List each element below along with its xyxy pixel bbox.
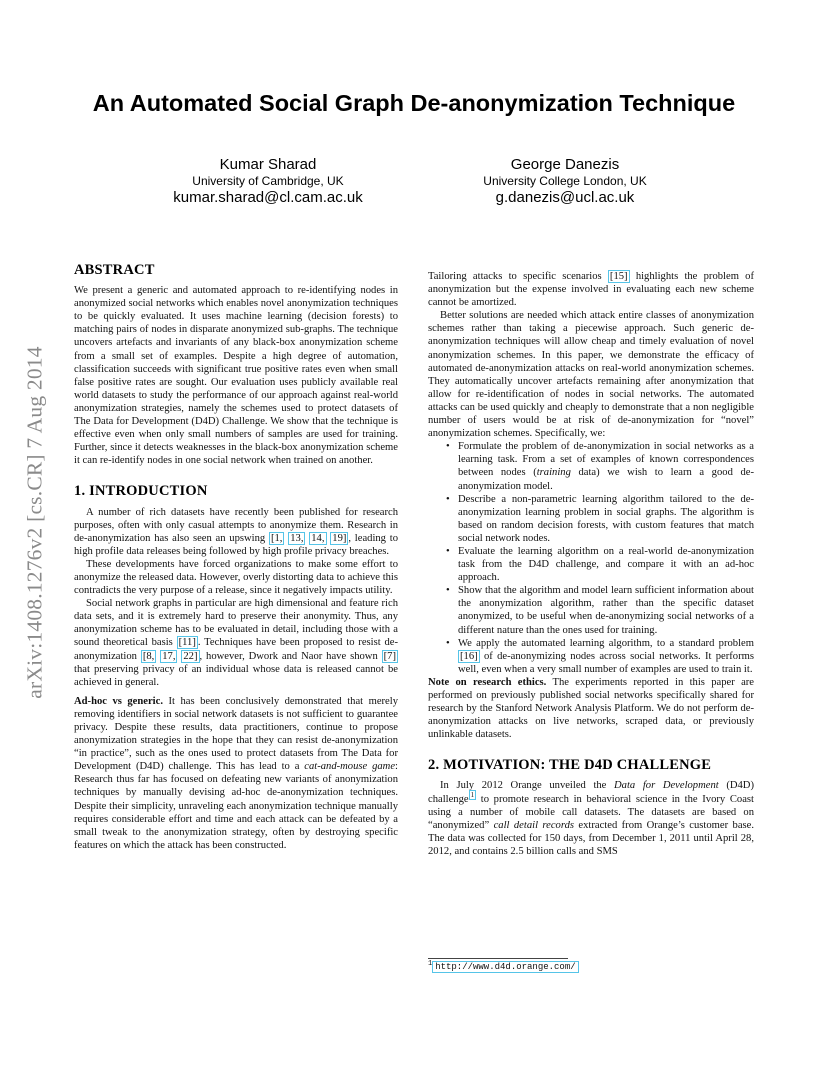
citation-link[interactable]: 22] — [183, 650, 198, 662]
list-item: • Describe a non-parametric learning algorithm tailored to the de-anonymization learning problem in social graphs. The algorithm is based on random decision forests, with custom features that match social network nodes. — [458, 493, 754, 545]
emphasis: call detail records — [493, 819, 575, 831]
footnote-divider — [428, 958, 568, 959]
motivation-paragraph-1 — [428, 779, 754, 858]
text-run: highlights the problem of anonymization but the expense involved in evaluating each new scheme cannot be amortized. — [428, 271, 755, 309]
contribution-list — [428, 440, 754, 676]
list-item: • Evaluate the learning algorithm on a real-world de-anonymization task from the D4D challenge, and compare it with an ad-hoc approach. — [458, 545, 754, 584]
arxiv-identifier — [20, 292, 50, 752]
left-column — [74, 264, 398, 852]
emphasis: cat-and-mouse game — [304, 761, 396, 773]
introduction-heading: 1. INTRODUCTION — [74, 483, 208, 500]
abstract-heading: ABSTRACT — [74, 262, 155, 278]
list-item — [458, 637, 754, 676]
text-run: Social network graphs in particular are high dimensional and feature rich data sets, and it is extremely hard to preserve their anonymity. Thus, any anonymization scheme has to be evaluated in detail, including those with a sound theoretical basis — [74, 598, 398, 649]
paragraph-label: Note on research ethics. — [428, 676, 547, 688]
text-run: (D4D) challenge — [428, 780, 754, 805]
intro-paragraph-3 — [74, 597, 398, 689]
right-paragraph-2: Better solutions are needed which attack entire classes of anonymization schemes rather than taking a piecewise approach. Such generic de-anonymization techniques will allow cheap and timely evaluation of novel anonymization schemes. In this paper, we demonstrate the efficacy of automated de-anonymization attacks on real-world anonymization schemes. They automatically uncover artefacts remaining after anonymization that allow for re-identification of nodes in social networks. The automated attacks can be used quickly and cheaply to demonstrate that a non negligible number of users would be at risk of de-anonymization for “novel” anonymization schemes. Specifically, we: — [428, 310, 754, 440]
text-run: . Techniques have been proposed to resist de-anonymization — [74, 637, 398, 662]
citation-link[interactable]: [15] — [609, 271, 628, 282]
citation-link[interactable]: [8, — [142, 650, 155, 662]
text-run: : Research thus far has focused on defeating new variants of anonymization techniques by manually devising ad-hoc de-anonymization techniques. Despite their simplicity, unraveling each anonymization technique manually requires considerable effort and time and each attack can be defeated by a small tweak to the anonymization strategy, often by destroying specific features on which the attack has been constructed. — [74, 761, 398, 851]
citation-link[interactable]: [11] — [178, 637, 196, 649]
author-block-1 — [118, 156, 418, 207]
citation-link[interactable]: [16] — [460, 650, 478, 662]
list-item — [458, 440, 754, 492]
text-run: Tailoring attacks to specific scenarios — [428, 271, 608, 282]
intro-paragraph-1 — [74, 506, 398, 558]
author-affiliation: University College London, UK — [483, 174, 647, 188]
text-run: In July 2012 Orange unveiled the — [440, 780, 615, 792]
text-run: to promote research in behavioral science in the Ivory Coast using a number of mobile call datasets. The datasets are based on “anonymized” — [428, 793, 754, 831]
text-run: We apply the automated learning algorithm, to a standard problem — [458, 637, 754, 649]
paragraph-label: Ad-hoc vs generic. — [74, 695, 163, 707]
motivation-heading: 2. MOTIVATION: THE D4D CHALLENGE — [428, 757, 712, 774]
author-block-2 — [415, 156, 715, 207]
author-email: kumar.sharad@cl.cam.ac.uk — [173, 189, 363, 206]
right-paragraph-1 — [428, 270, 754, 309]
right-column — [428, 270, 754, 858]
text-run: that preserving privacy of an individual whose data is released cannot be achieved in general. — [74, 663, 398, 688]
intro-paragraph-2: These developments have forced organizations to make some effort to anonymize the released data. However, overly distorting data to achieve this contradicts the very purpose of a release, since it negatively impacts utility. — [74, 558, 398, 597]
footnote-marker[interactable]: 1 — [470, 791, 475, 800]
author-name: Kumar Sharad — [219, 156, 317, 173]
text-run: of de-anonymizing nodes across social networks. It performs well, even when a very small number of examples are used to train it. — [458, 650, 754, 675]
citation-link[interactable]: 13, — [290, 532, 304, 544]
citation-link[interactable]: 14, — [311, 532, 325, 544]
emphasis: Data for Development — [614, 780, 719, 792]
footnote-url-link[interactable]: http://www.d4d.orange.com/ — [432, 961, 578, 973]
intro-paragraph-4 — [74, 695, 398, 852]
footnote — [428, 962, 579, 973]
footnote-number: 1 — [428, 960, 433, 968]
text-run: Formulate the problem of de-anonymization in social networks as a learning task. From a set of examples of known correspondences between nodes ( — [458, 441, 754, 479]
list-item: • Show that the algorithm and model learn sufficient information about the anonymization algorithm, rather than the specific dataset anonymized, to be useful when de-anonymizing social networks of a different nature than the ones used for training. — [458, 584, 754, 636]
author-name: George Danezis — [510, 156, 620, 173]
author-affiliation: University of Cambridge, UK — [192, 174, 344, 188]
text-run: , leading to high profile data releases being followed by high profile privacy breaches. — [74, 532, 398, 557]
citation-link[interactable]: 19] — [332, 532, 347, 544]
citation-link[interactable]: [7] — [383, 650, 396, 662]
citation-link[interactable]: [1, — [270, 532, 283, 544]
text-run: , however, Dwork and Naor have shown — [199, 650, 382, 662]
abstract-text: We present a generic and automated approach to re-identifying nodes in anonymized social networks which enables novel anonymization techniques to be quickly evaluated. It uses machine learning (decision forests) to matching pairs of nodes in disparate anonymized sub-graphs. The technique uncovers artefacts and invariants of any black-box anonymization scheme from a small set of examples. Despite a high degree of automation, classification succeeds with significant true positive rates even when small false positive rates are sought. Our evaluation uses publicly available real world datasets to study the performance of our approach against real-world anonymization strategies, namely the schemes used to protect datasets of The Data for Development (D4D) Challenge. We show that the technique is effective even when only small numbers of samples are used for training. Further, since it detects weaknesses in the black-box anonymization scheme it can re-identify nodes in one social network when trained on another. — [74, 285, 398, 467]
text-run: extracted from Orange’s customer base. The data was collected for 150 days, from December 1, 2011 until April 28, 2012, and contains 2.5 billion calls and SMS — [428, 819, 755, 857]
ethics-paragraph — [428, 676, 754, 741]
arxiv-identifier-text: arXiv:1408.1276v2 [cs.CR] 7 Aug 2014 — [22, 345, 47, 699]
text-run: It has been conclusively demonstrated that merely removing identifiers in social network datasets is not sufficient to guarantee privacy. Despite these results, data practitioners, continue to propose anonymization strategies in the hope that they can resist de-anonymization “in practice”, such as the ones used to protect datasets from The Data for Development (D4D) challenge. This has lead to a — [74, 695, 399, 773]
citation-link[interactable]: 17, — [162, 650, 176, 662]
text-run: The experiments reported in this paper are performed on previously published social networks specifically shared for research by the Stanford Network Analysis Platform. We do not perform de-anonymization attacks on live networks, scraped data, or previously unlinkable datasets. — [428, 676, 755, 741]
paper-title: An Automated Social Graph De-anonymization Technique — [92, 90, 736, 116]
text-run: data) we wish to learn a good de-anonymization model. — [458, 467, 754, 492]
text-run: A number of rich datasets have recently been published for research purposes, often with only casual attempts to anonymize them. Research in de-anonymization has also seen an upswing — [74, 506, 398, 544]
author-email: g.danezis@ucl.ac.uk — [495, 189, 635, 206]
emphasis: training — [536, 467, 571, 479]
